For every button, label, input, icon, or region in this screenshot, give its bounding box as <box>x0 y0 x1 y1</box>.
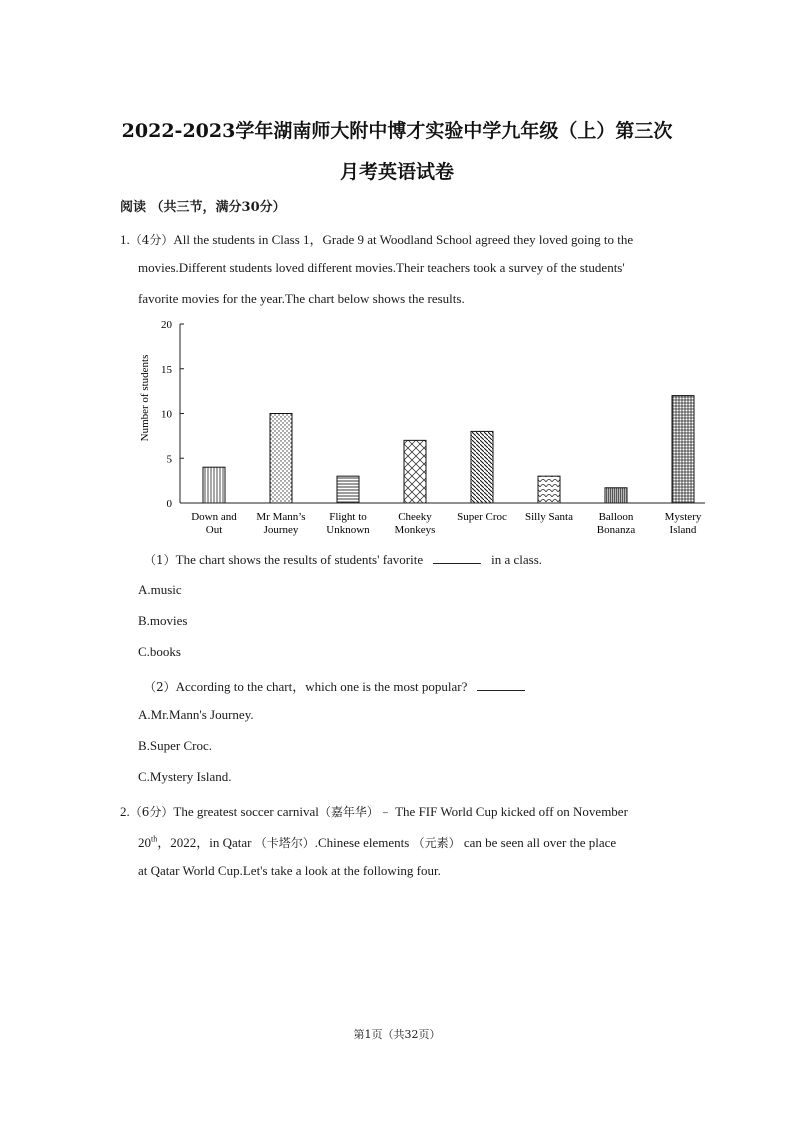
bar-4 <box>471 431 493 503</box>
bar-2 <box>337 476 359 503</box>
page-footer: 第1页（共32页） <box>353 1028 441 1041</box>
q2-text-2c: （卡塔尔） <box>254 836 315 850</box>
q1-sub2-blank[interactable] <box>477 678 525 691</box>
y-tick-label: 0 <box>166 498 172 510</box>
x-category-label: Down and <box>191 511 237 523</box>
y-tick-label: 20 <box>161 319 172 331</box>
x-category-label: Out <box>205 524 223 536</box>
x-category-label: Silly Santa <box>525 511 573 523</box>
bar-5 <box>538 476 560 503</box>
q1-sub2-option-c: C.Mystery Island. <box>138 769 232 784</box>
exam-title-line-2: 月考英语试卷 <box>339 161 454 183</box>
section-heading: 阅读 （共三节，满分30分） <box>120 200 286 215</box>
q1-line-3: favorite movies for the year.The chart below shows the results. <box>138 291 465 306</box>
q2-text-2d: .Chinese elements <box>314 835 410 850</box>
x-category-label: Super Croc <box>457 511 507 523</box>
q1-sub1-option-a: A.music <box>138 582 182 597</box>
y-tick-label: 15 <box>161 363 172 376</box>
x-category-label: Flight to <box>329 511 367 523</box>
x-category-label: Mr Mann’s <box>256 511 306 523</box>
q2-line-2 <box>138 832 616 851</box>
y-tick-label: 10 <box>161 408 172 421</box>
q1-line-1 <box>120 229 633 248</box>
q1-text-1: All the students in Class 1，Grade 9 at Woodland School agreed they loved going to the <box>173 232 634 247</box>
q1-sub1-option-b: B.movies <box>138 613 188 628</box>
bar-6 <box>605 488 627 503</box>
q1-sub1-blank[interactable] <box>433 551 481 564</box>
x-category-label: Unknown <box>326 524 370 536</box>
x-category-label: Cheeky <box>398 511 432 523</box>
q2-points: （6分） <box>129 805 174 819</box>
q1-points: （4分） <box>129 233 174 247</box>
x-category-label: Journey <box>263 524 299 536</box>
q1-sub2-option-a: A.Mr.Mann's Journey. <box>138 707 254 722</box>
x-category-label: Monkeys <box>394 524 436 536</box>
q2-text-1b: （嘉年华） <box>318 805 379 819</box>
q2-text-2e: （元素） <box>412 836 461 850</box>
y-axis-label: Number of students <box>139 354 151 442</box>
favorite-movies-bar-chart <box>120 312 720 542</box>
y-tick-label: 5 <box>166 453 172 466</box>
q2-text-1c: ﹣ The FIF World Cup kicked off on November <box>378 804 628 819</box>
q2-text-2a: 20 <box>138 835 151 850</box>
q1-line-2: movies.Different students loved different movies.Their teachers took a survey of the students' <box>138 260 625 275</box>
q1-sub1-option-c: C.books <box>138 644 181 659</box>
exam-title-line-1: 2022-2023学年湖南师大附中博才实验中学九年级（上）第三次 <box>121 120 673 142</box>
bar-0 <box>203 467 225 503</box>
q1-sub2-option-b: B.Super Croc. <box>138 738 213 753</box>
bar-7 <box>672 396 694 503</box>
q1-sub1-prefix: （1） <box>144 553 176 567</box>
q1-sub1-text: The chart shows the results of students' favorite <box>175 552 424 567</box>
q1-sub1-text-after: in a class. <box>491 552 543 567</box>
x-category-label: Mystery <box>664 511 702 523</box>
q1-sub1 <box>144 551 542 568</box>
q2-text-2-sup: th <box>151 834 158 844</box>
bar-1 <box>270 414 292 504</box>
q2-text-2f: can be seen all over the place <box>463 835 617 850</box>
q1-sub2-prefix: （2） <box>144 680 176 694</box>
q2-text-2b: ，2022，in Qatar <box>157 835 252 850</box>
x-category-label: Island <box>669 524 697 536</box>
q2-line-3: at Qatar World Cup.Let's take a look at the following four. <box>138 863 441 878</box>
q2-line-1 <box>120 801 628 820</box>
bar-3 <box>404 440 426 503</box>
q1-number: 1. <box>120 232 130 247</box>
q2-text-1a: The greatest soccer carnival <box>173 804 319 819</box>
x-category-label: Bonanza <box>596 524 636 536</box>
q1-sub2-text: According to the chart，which one is the most popular? <box>175 679 468 694</box>
q1-sub2 <box>144 676 535 695</box>
x-category-label: Balloon <box>598 511 634 523</box>
q2-number: 2. <box>120 804 130 819</box>
